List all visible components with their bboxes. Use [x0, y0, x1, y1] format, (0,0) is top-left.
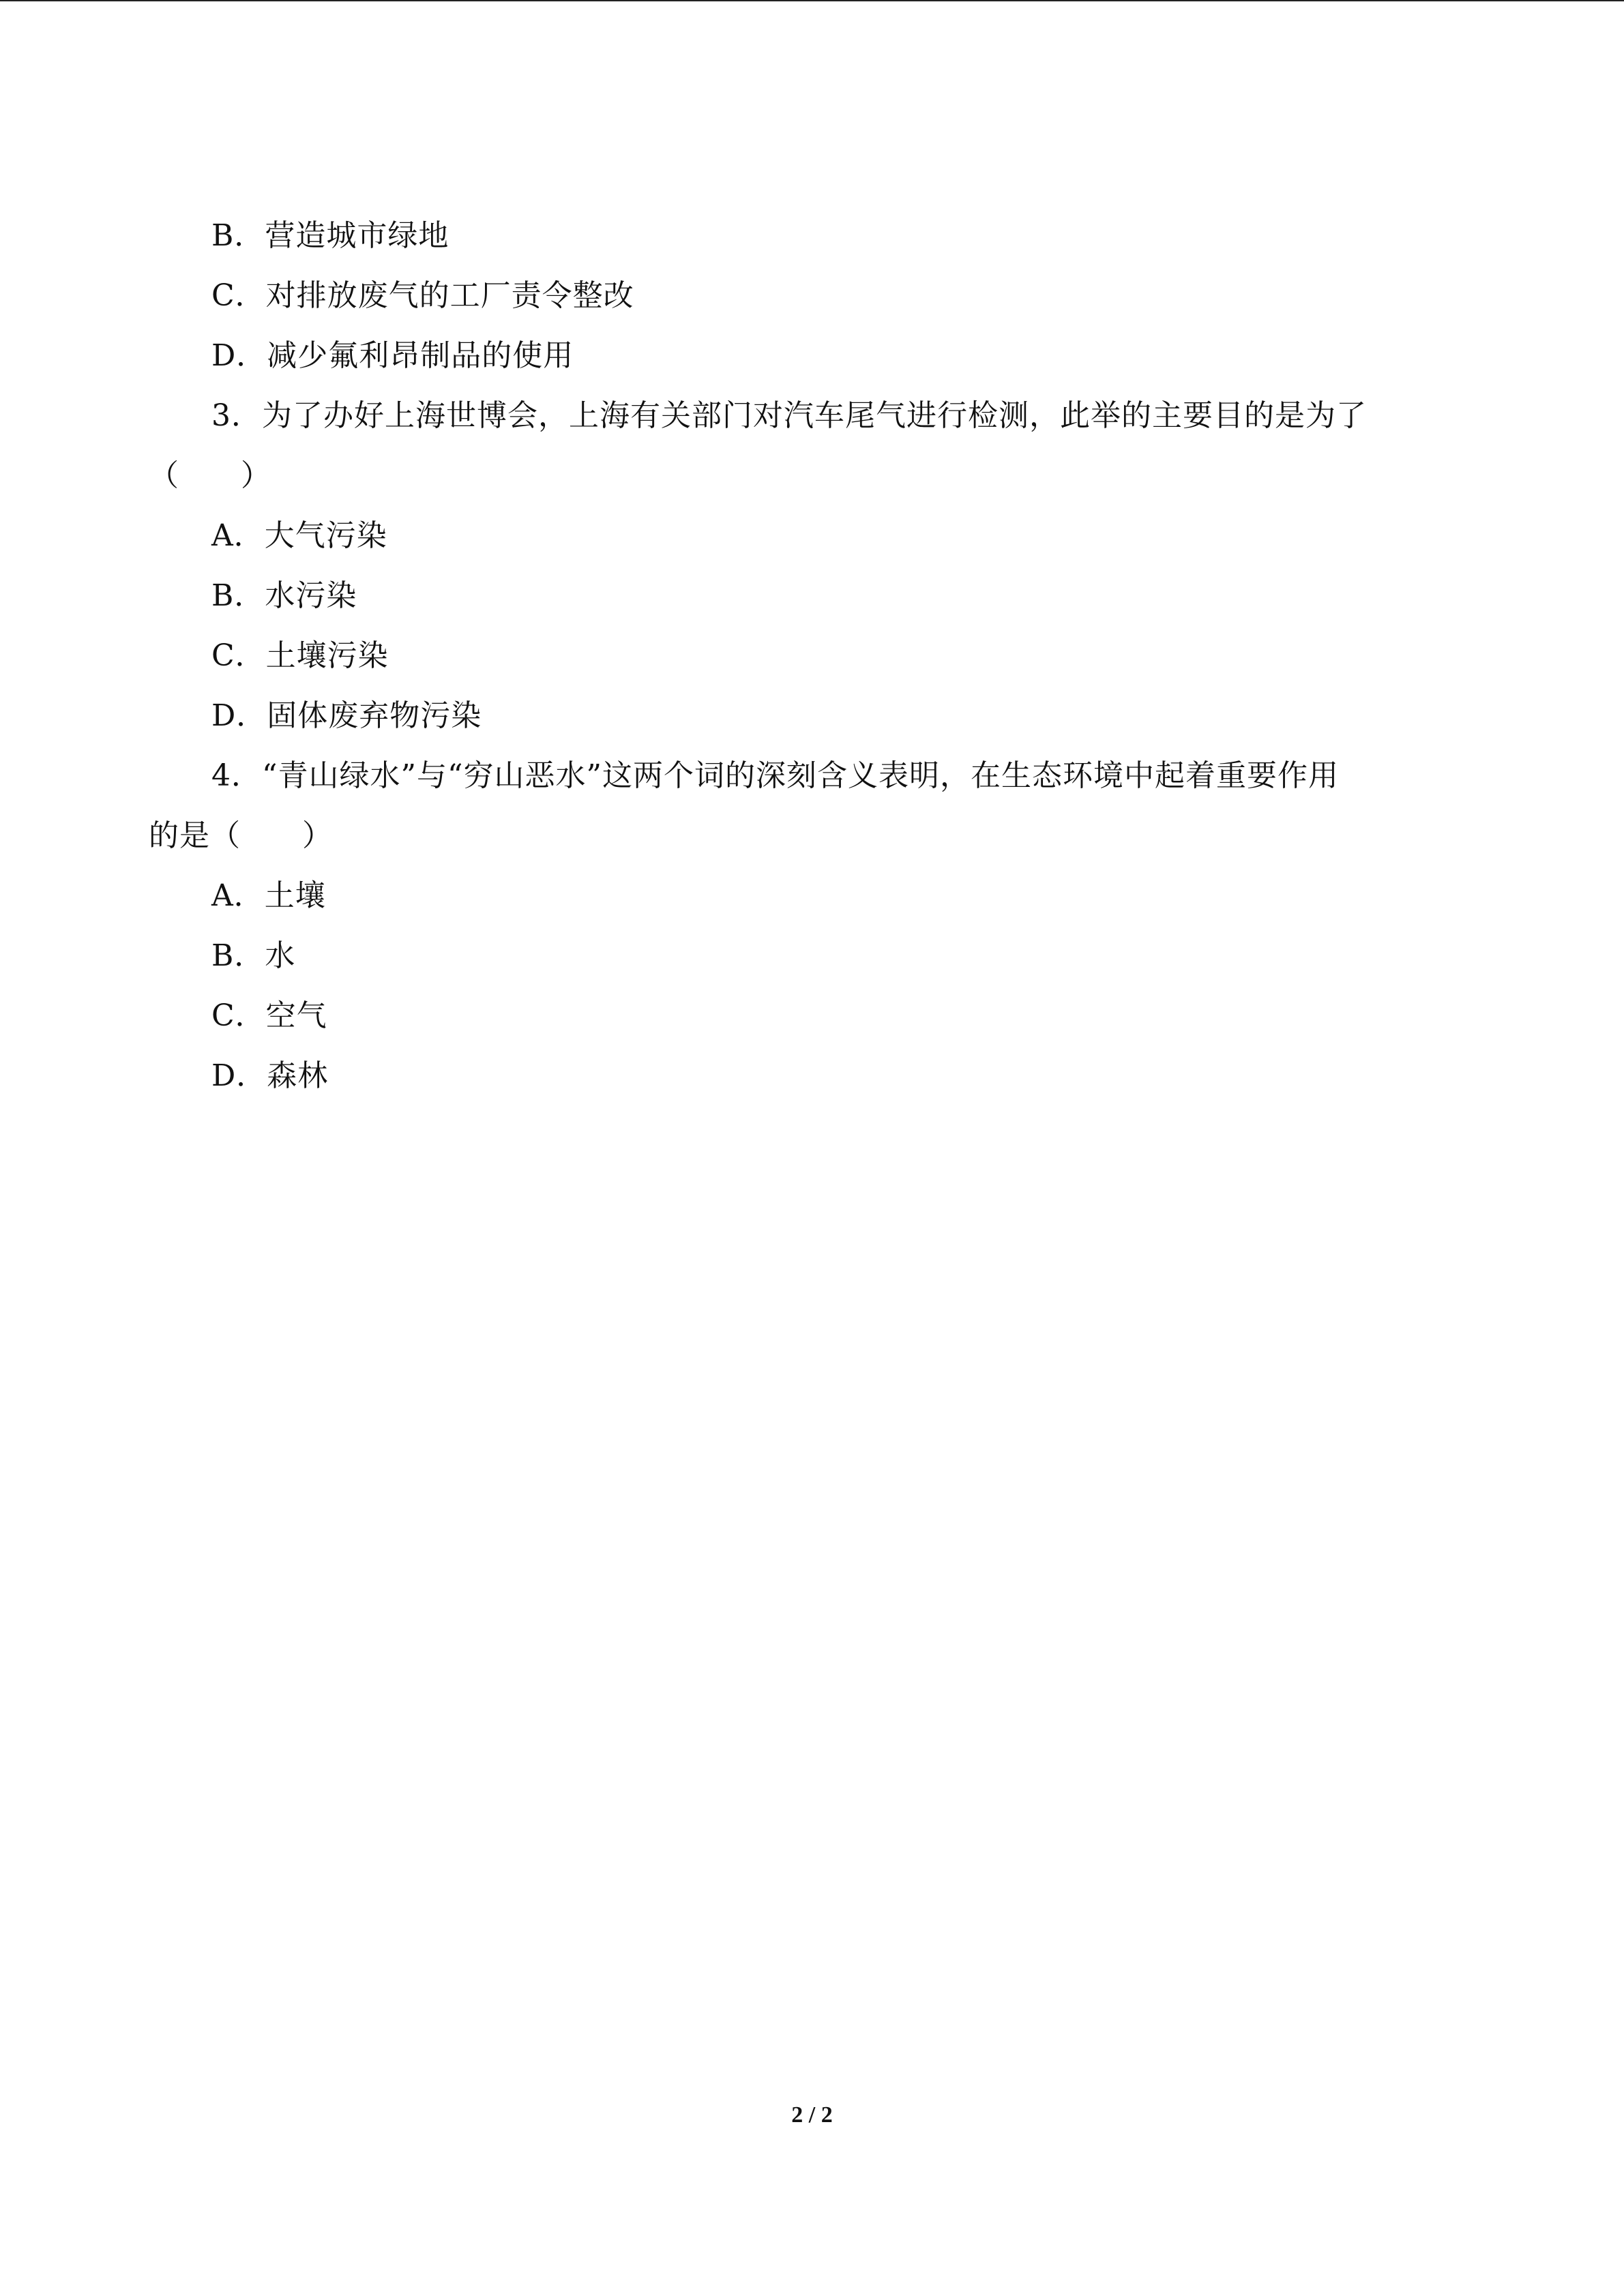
question-4-option-c: C．空气: [211, 998, 327, 1033]
question-4-stem-continuation: 的是（ ）: [149, 818, 333, 853]
question-3-option-c: C．土壤污染: [211, 638, 389, 673]
question-3-option-b: B．水污染: [211, 578, 357, 613]
option-d: D．减少氟利昂制品的使用: [211, 338, 574, 373]
question-3-option-a: A．大气污染: [211, 518, 387, 553]
option-b: B．营造城市绿地: [211, 218, 449, 253]
question-3-answer-blank: （ ）: [149, 458, 271, 493]
question-3-stem: 3．为了办好上海世博会，上海有关部门对汽车尾气进行检测，此举的主要目的是为了: [211, 398, 1367, 433]
question-4-stem: 4．“青山绿水”与“穷山恶水”这两个词的深刻含义表明，在生态环境中起着重要作用: [211, 758, 1339, 793]
page-number: 2 / 2: [791, 2102, 833, 2128]
question-4-option-b: B．水: [211, 938, 296, 973]
question-3-option-d: D．固体废弃物污染: [211, 698, 482, 733]
option-c: C．对排放废气的工厂责令整改: [211, 278, 634, 313]
question-4-option-d: D．森林: [211, 1058, 329, 1093]
question-4-option-a: A．土壤: [211, 878, 326, 913]
